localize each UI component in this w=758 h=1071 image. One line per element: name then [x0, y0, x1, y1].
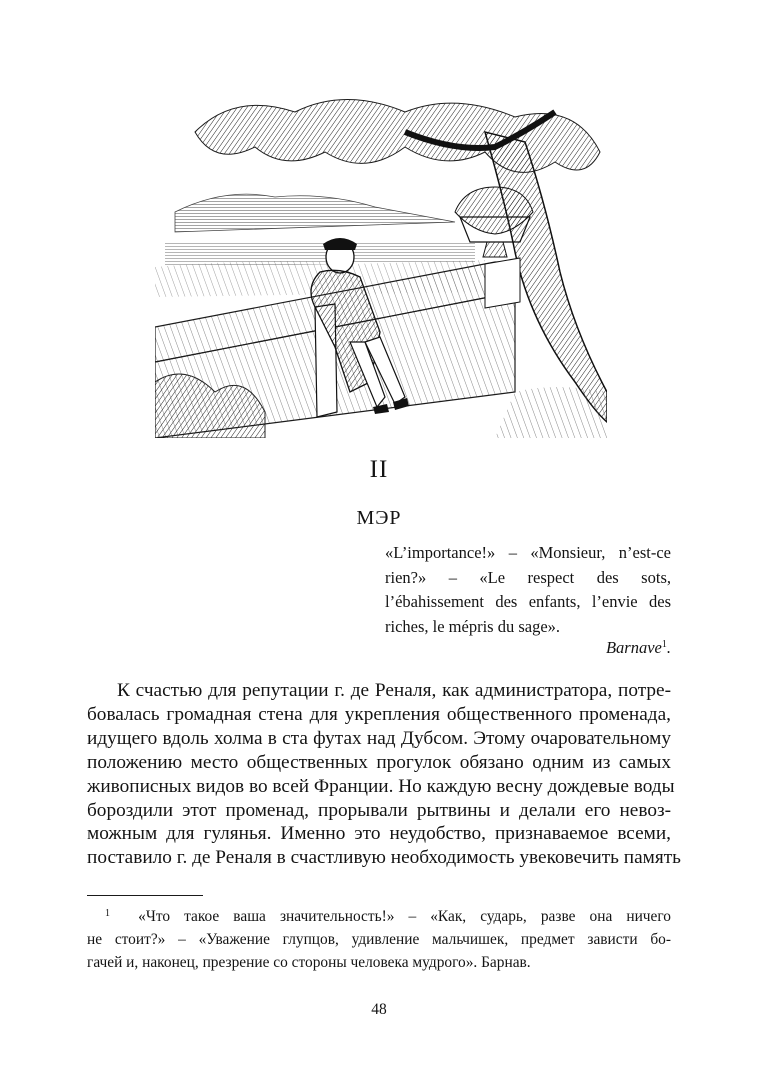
footnote-line-1	[87, 905, 671, 928]
footnote-reference: 1	[661, 639, 667, 650]
engraving-man-leaning-on-wall-icon	[155, 92, 607, 438]
body-paragraph	[87, 679, 681, 870]
chapter-number: II	[369, 456, 389, 483]
epigraph-period: .	[666, 638, 671, 657]
body-line: поставило г. де Реналя в счастливую необходимость увековечить память	[87, 847, 681, 869]
body-line: живописных видов во всей Франции. Но каждую весну дождевые воды	[87, 775, 675, 797]
epigraph-author: Barnave	[605, 638, 662, 657]
footnote-line: не стоит?» – «Уважение глупцов, удивление мальчишек, предмет зависти бо-	[87, 931, 671, 948]
body-line: идущего вдоль холма в ста футах над Дубсом. Этому очаровательному	[87, 727, 671, 749]
epigraph-source	[606, 638, 671, 658]
footnote	[87, 905, 671, 974]
epigraph-text: «L’importance!» – «Monsieur, n’est-ce rien?» – «Le respect des sots, l’ébahissement des enfants, l’envie des riches, le mépris du sage».	[385, 543, 671, 636]
page-number: 48	[371, 1001, 387, 1018]
body-line: К счастью для репутации г. де Реналя, как администратора, потре-	[117, 680, 671, 701]
footnote-divider	[87, 895, 203, 896]
chapter-title: МЭР	[356, 507, 402, 529]
footnote-line-text: «Что такое ваша значительность!» – «Как, сударь, разве она ничего	[138, 908, 672, 925]
footnote-mark: 1	[105, 908, 110, 919]
body-line: бороздили этот променад, прорывали рытвины и делали его невоз-	[87, 799, 671, 821]
body-line: можным для гулянья. Именно это неудобство, признаваемое всеми,	[87, 823, 671, 845]
body-line: положению место общественных прогулок обязано одним из самых	[87, 751, 671, 773]
footnote-line: гачей и, наконец, презрение со стороны человека мудрого». Барнав.	[87, 954, 531, 971]
body-line: бовалась громадная стена для укрепления общественного променада,	[87, 703, 671, 725]
chapter-illustration	[155, 92, 607, 438]
